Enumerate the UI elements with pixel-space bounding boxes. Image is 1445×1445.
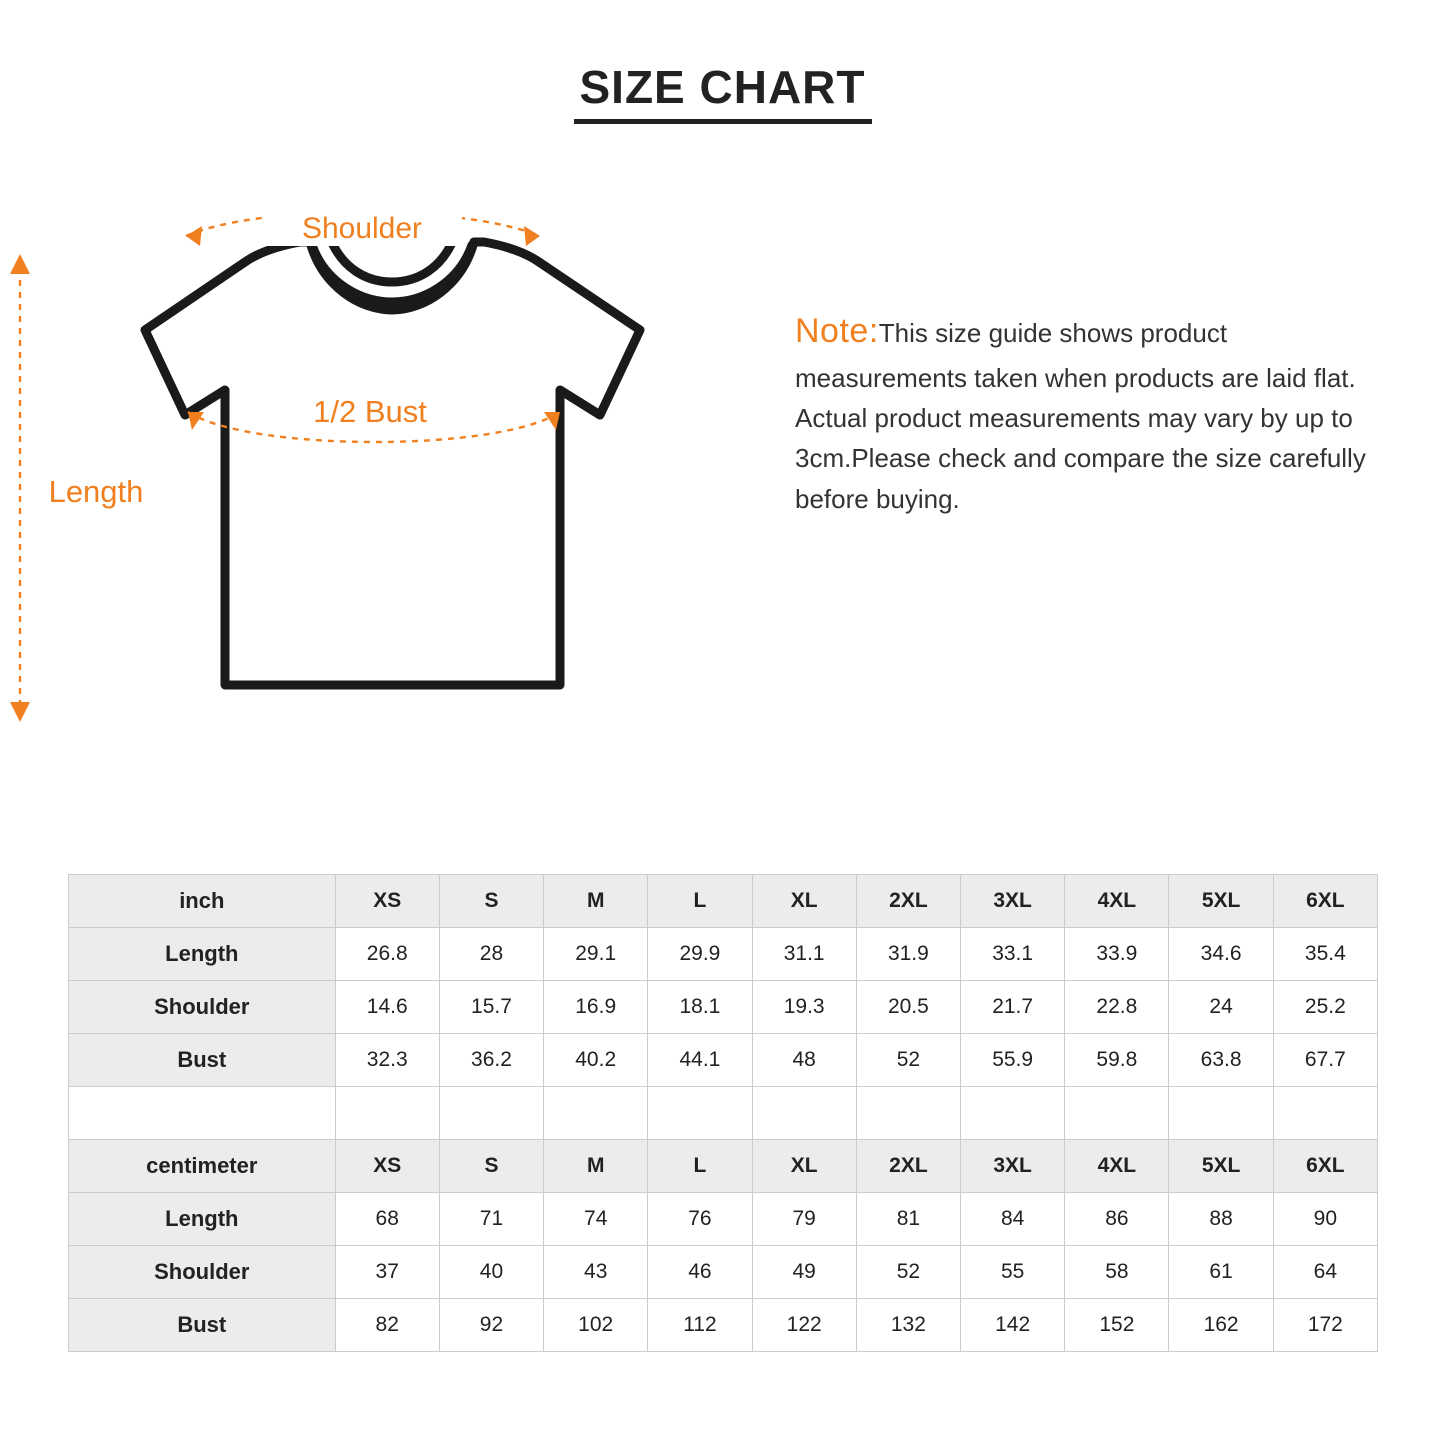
size-header: XL <box>752 1140 856 1193</box>
cell: 35.4 <box>1273 928 1377 981</box>
cell: 43 <box>544 1246 648 1299</box>
cell: 55 <box>961 1246 1065 1299</box>
note-paragraph <box>795 305 1395 519</box>
unit-header-centimeter: centimeter <box>69 1140 336 1193</box>
row-label-length: Length <box>69 1193 336 1246</box>
cell: 112 <box>648 1299 752 1352</box>
spacer-cell <box>69 1087 336 1140</box>
cell: 24 <box>1169 981 1273 1034</box>
table-row <box>69 1193 1378 1246</box>
length-arrow-bottom <box>10 702 30 722</box>
size-header: 5XL <box>1169 1140 1273 1193</box>
cell: 44.1 <box>648 1034 752 1087</box>
shoulder-arrow-left <box>186 226 202 246</box>
length-arrow-top <box>10 254 30 274</box>
size-header: XS <box>335 1140 439 1193</box>
size-header: 3XL <box>961 875 1065 928</box>
cell: 33.1 <box>961 928 1065 981</box>
row-label-length: Length <box>69 928 336 981</box>
note-block <box>795 305 1395 519</box>
spacer-cell <box>1065 1087 1169 1140</box>
row-label-bust: Bust <box>69 1299 336 1352</box>
cell: 19.3 <box>752 981 856 1034</box>
size-header: XS <box>335 875 439 928</box>
row-label-shoulder: Shoulder <box>69 1246 336 1299</box>
cell: 64 <box>1273 1246 1377 1299</box>
cell: 36.2 <box>439 1034 543 1087</box>
cell: 58 <box>1065 1246 1169 1299</box>
cell: 48 <box>752 1034 856 1087</box>
size-header: 2XL <box>856 875 960 928</box>
size-header: XL <box>752 875 856 928</box>
table-row <box>69 928 1378 981</box>
cell: 82 <box>335 1299 439 1352</box>
cell: 15.7 <box>439 981 543 1034</box>
cell: 29.1 <box>544 928 648 981</box>
spacer-cell <box>648 1087 752 1140</box>
table-row <box>69 1246 1378 1299</box>
cell: 37 <box>335 1246 439 1299</box>
length-label: Length <box>48 474 144 509</box>
row-label-bust: Bust <box>69 1034 336 1087</box>
table-spacer-row <box>69 1087 1378 1140</box>
spacer-cell <box>856 1087 960 1140</box>
table-row <box>69 981 1378 1034</box>
cell: 46 <box>648 1246 752 1299</box>
size-header: 6XL <box>1273 1140 1377 1193</box>
cell: 74 <box>544 1193 648 1246</box>
cell: 79 <box>752 1193 856 1246</box>
cell: 18.1 <box>648 981 752 1034</box>
cell: 102 <box>544 1299 648 1352</box>
tshirt-diagram <box>0 190 760 790</box>
size-header: M <box>544 1140 648 1193</box>
cell: 21.7 <box>961 981 1065 1034</box>
cell: 90 <box>1273 1193 1377 1246</box>
cell: 61 <box>1169 1246 1273 1299</box>
bust-arrow-left <box>188 412 204 430</box>
cell: 52 <box>856 1034 960 1087</box>
spacer-cell <box>439 1087 543 1140</box>
cell: 132 <box>856 1299 960 1352</box>
note-body: This size guide shows product measurements taken when products are laid flat. Actual product measurements may vary by up to 3cm.Please check and compare the size carefully before buying. <box>795 318 1366 514</box>
cell: 31.1 <box>752 928 856 981</box>
cell: 26.8 <box>335 928 439 981</box>
size-header: 3XL <box>961 1140 1065 1193</box>
cell: 86 <box>1065 1193 1169 1246</box>
spacer-cell <box>1273 1087 1377 1140</box>
cell: 52 <box>856 1246 960 1299</box>
size-header: L <box>648 875 752 928</box>
note-label: Note: <box>795 312 879 350</box>
spacer-cell <box>752 1087 856 1140</box>
size-header: 5XL <box>1169 875 1273 928</box>
tshirt-outline <box>145 238 640 685</box>
cell: 122 <box>752 1299 856 1352</box>
row-label-shoulder: Shoulder <box>69 981 336 1034</box>
table-row <box>69 1299 1378 1352</box>
spacer-cell <box>335 1087 439 1140</box>
cell: 32.3 <box>335 1034 439 1087</box>
cell: 16.9 <box>544 981 648 1034</box>
size-header: 4XL <box>1065 875 1169 928</box>
cell: 142 <box>961 1299 1065 1352</box>
cell: 29.9 <box>648 928 752 981</box>
size-header: 6XL <box>1273 875 1377 928</box>
cell: 152 <box>1065 1299 1169 1352</box>
cell: 55.9 <box>961 1034 1065 1087</box>
cell: 59.8 <box>1065 1034 1169 1087</box>
page-title-wrap <box>0 0 1445 124</box>
size-header: 4XL <box>1065 1140 1169 1193</box>
cell: 92 <box>439 1299 543 1352</box>
size-tables <box>68 874 1378 1352</box>
size-table-inch <box>68 874 1378 1352</box>
cell: 40 <box>439 1246 543 1299</box>
cell: 76 <box>648 1193 752 1246</box>
size-header: M <box>544 875 648 928</box>
cell: 67.7 <box>1273 1034 1377 1087</box>
page-title: SIZE CHART <box>574 62 872 124</box>
spacer-cell <box>961 1087 1065 1140</box>
cell: 63.8 <box>1169 1034 1273 1087</box>
size-header: S <box>439 1140 543 1193</box>
cell: 14.6 <box>335 981 439 1034</box>
table-row <box>69 1140 1378 1193</box>
cell: 81 <box>856 1193 960 1246</box>
cell: 25.2 <box>1273 981 1377 1034</box>
cell: 22.8 <box>1065 981 1169 1034</box>
cell: 68 <box>335 1193 439 1246</box>
unit-header-inch: inch <box>69 875 336 928</box>
cell: 49 <box>752 1246 856 1299</box>
size-header: 2XL <box>856 1140 960 1193</box>
cell: 84 <box>961 1193 1065 1246</box>
cell: 172 <box>1273 1299 1377 1352</box>
cell: 31.9 <box>856 928 960 981</box>
cell: 88 <box>1169 1193 1273 1246</box>
size-header: S <box>439 875 543 928</box>
cell: 40.2 <box>544 1034 648 1087</box>
size-header: L <box>648 1140 752 1193</box>
spacer-cell <box>1169 1087 1273 1140</box>
shoulder-label: Shoulder <box>301 212 423 245</box>
cell: 34.6 <box>1169 928 1273 981</box>
spacer-cell <box>544 1087 648 1140</box>
bust-label: 1/2 Bust <box>313 394 427 429</box>
table-row <box>69 1034 1378 1087</box>
cell: 28 <box>439 928 543 981</box>
shoulder-arrow-right <box>524 226 540 246</box>
cell: 162 <box>1169 1299 1273 1352</box>
cell: 20.5 <box>856 981 960 1034</box>
cell: 33.9 <box>1065 928 1169 981</box>
table-row <box>69 875 1378 928</box>
cell: 71 <box>439 1193 543 1246</box>
